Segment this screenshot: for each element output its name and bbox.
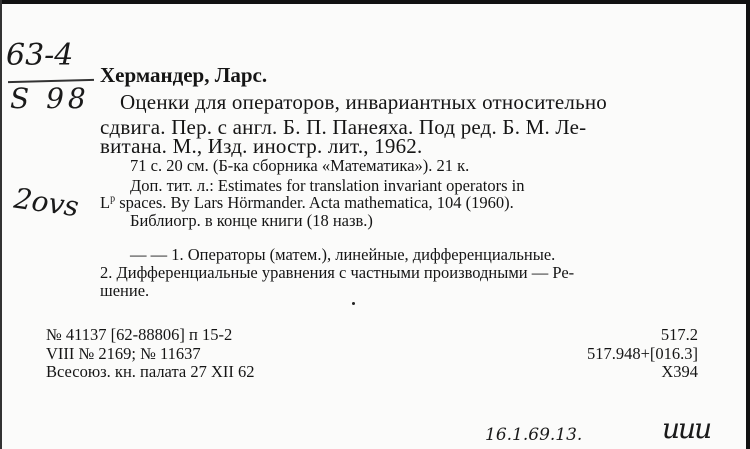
lp-superscript: p: [110, 193, 116, 205]
author-heading: Хермандер, Ларс.: [100, 63, 268, 87]
card-right-edge: [746, 0, 750, 449]
title-line-1: Оценки для операторов, инвариантных относительно: [120, 90, 608, 114]
subject-line-2: 2. Дифференциальные уравнения с частными производными — Ре-: [100, 263, 575, 282]
handwritten-side-mark: 2ovs: [12, 181, 81, 224]
card-top-edge: [0, 0, 750, 4]
subject-line-3: шение.: [100, 281, 150, 300]
card-left-edge: [0, 0, 2, 449]
title-line-3: витана. М., Изд. иностр. лит., 1962.: [100, 134, 423, 158]
footer-left-line-3: Всесоюз. кн. палата 27 XII 62: [46, 362, 255, 381]
author-mark: Х394: [661, 362, 698, 381]
handwritten-date: 16.1.69.13.: [485, 425, 583, 445]
parallel-title-line-1: Доп. тит. л.: Estimates for translation invariant operators in: [130, 176, 525, 195]
handwritten-shelf-mark-bottom: S 98: [10, 82, 90, 115]
parallel-title-line-2-text: spaces. By Lars Hörmander. Acta mathematica, 104 (1960).: [119, 193, 514, 212]
bibliography-note: Библиогр. в конце книги (18 назв.): [130, 211, 373, 230]
parallel-title-line-2: [100, 193, 514, 213]
classification-secondary: 517.948+[016.3]: [586, 344, 698, 363]
lp-symbol: L: [100, 193, 111, 212]
footer-left-line-2: VIII № 2169; № 11637: [46, 344, 201, 363]
title-line-2: сдвига. Пер. с англ. Б. П. Панеяха. Под ред. Б. М. Ле-: [100, 115, 587, 139]
handwritten-shelf-mark-top: 63-4: [6, 38, 74, 73]
handwritten-initials: uuu: [662, 412, 711, 445]
collation-line: 71 с. 20 см. (Б-ка сборника «Математика»). 21 к.: [130, 156, 470, 175]
classification-udc: 517.2: [660, 325, 698, 344]
footer-left-line-1: № 41137 [62-88806] п 15-2: [46, 325, 233, 344]
subject-line-1: — — 1. Операторы (матем.), линейные, дифференциальные.: [130, 245, 556, 264]
speck: [352, 302, 355, 305]
